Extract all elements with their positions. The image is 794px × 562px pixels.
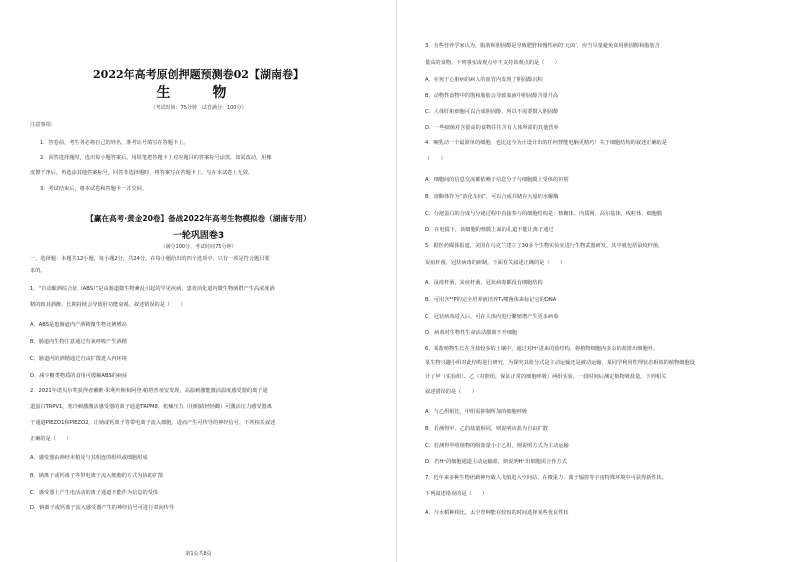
question-line: 量高的食物。下列事实或观点中不支持该观点的是（ ） bbox=[425, 60, 560, 66]
right-page bbox=[397, 0, 794, 562]
option-line: B．可用含³²P的完全培养液培养T₂噬菌体来标记它的DNA bbox=[425, 297, 557, 303]
notes-heading: 注意事项： bbox=[30, 122, 56, 128]
option-line: A．鼠疫杆菌，炭疽杆菌，冠状病毒都没有细胞结构 bbox=[425, 280, 543, 286]
question-line: 计了甲（实验组）、乙（对照组，保证正常的细胞呼吸）两组实验，一段时间后测定植物吸盐量。下列相关 bbox=[425, 374, 667, 380]
option-line: B．钠离子或钙离子等带电离子流入细胞的方式为协助扩散 bbox=[30, 473, 164, 479]
question-line: （ ） bbox=[425, 156, 446, 162]
question-line: 下列叙述错误的是（ ） bbox=[425, 491, 488, 497]
question-line: 3．有些营养学家认为，脂肪和胆固醇是导致肥胖和慢性病的‘元凶’，应当尽量避免食用胆固醇和脂肪含 bbox=[425, 43, 660, 49]
option-line: D．一些细菌对含量高的食物往往含有人体所需的其他营养 bbox=[425, 125, 559, 131]
option-line: C．若测得甲组植物的吸盐量小于乙组，则说明方式为主动运输 bbox=[425, 443, 569, 449]
option-line: D．病毒对生物性生命活动都离不开细胞 bbox=[425, 330, 518, 336]
question-line: 一、选择题：本题共12小题，每小题2分，共24分。在每小题给出的四个选项中，只有一项是符合题目要 bbox=[30, 256, 270, 262]
question-line: 4．哺乳动一个最简单的细胞，也比这今为止设计出的任何智能电脑更精巧！关于细胞结构的叙述正确的是 bbox=[425, 140, 667, 146]
option-line: C．冠状病毒进入后，可在人体内进行繁殖增产生更多病毒 bbox=[425, 314, 559, 320]
option-line: A．与乙组相比，甲组需抑制所加的细胞呼吸 bbox=[425, 409, 528, 415]
page-footer: 第1页共8页 bbox=[185, 551, 212, 557]
option-line: C．人体肝脏细胞可以合成胆固醇，所以不需要摄入胆固醇 bbox=[425, 109, 559, 115]
question-line: 5．据医药媒体报道，美国在乌克兰建立了30多个生物实验室进行生物武器研发，其中就包括鼠疫杆菌， bbox=[425, 243, 664, 249]
paper-subtitle: 一轮巩固卷3 bbox=[172, 231, 225, 241]
option-line: A．与水稻种相比，太空育种能在较短的时间选择某些优良性状 bbox=[425, 510, 569, 516]
option-line: A．在死于心脏病的病人的血管内发现了胆固醇沉积 bbox=[425, 77, 543, 83]
question-line: 子通道PIEZO1和PIEZO2，让钠或钙离子等带电离子流入细胞，进而产生可传导的神经信号。下列相关叙述 bbox=[30, 420, 276, 426]
exam-meta: （考试时间：75分钟 试卷满分：100分） bbox=[150, 105, 247, 111]
question-line: 7．近年来多种生物团载神舟载人飞船进入空间站，在微重力、离子辐射等宇宙特殊环境中可获得新性状。 bbox=[425, 475, 667, 481]
question-line: 某生物兴趣小组对此结构进行研究，为探究其盐分式是主动运输还是被动运输，某同学利用性理状态相似的植物细胞设 bbox=[425, 360, 695, 366]
option-line: A．ABS是患肠道内产酒精微生物比例增高 bbox=[30, 322, 127, 328]
question-line: 精的致其酒醉，长期持续会导致肝功能衰竭。叙述错误的是（ ） bbox=[30, 302, 186, 308]
option-line: C．感受器上产生电活动的离子通道不能作为信息的受体 bbox=[30, 490, 159, 496]
option-line: B．溶酶体作为“消化车间”，可以合成并储存大量的水解酶 bbox=[425, 194, 559, 200]
note-item: 2．回答选择题时，选出每小题答案后，用铅笔把答题卡上对应题目的答案标号涂黑。如需改动，用橡 bbox=[40, 155, 272, 161]
question-line: 正确的是（ ） bbox=[30, 436, 72, 442]
question-line: 求的。 bbox=[30, 268, 46, 274]
paper-meta: （满分100分，考试时间75分钟） bbox=[160, 244, 237, 250]
option-line: D．若H⁺的细胞通道主动运输盐，则说明H⁺出细胞需合作方式 bbox=[425, 459, 567, 465]
option-line: C．分泌蛋白的合成与分泌过程中直接参与的细胞结构是：核糖体、内质网、高尔基体、线粒体、细胞膜 bbox=[425, 211, 663, 217]
note-item: 皮擦干净后，再选涂其他答案标号。回答非选择题时，将答案写在答题卡上。写在本试卷上无效。 bbox=[30, 170, 254, 176]
question-line: 6．某盐植物生长在含盐较多的土壤中，通过对H⁺进来的盐结构，将植物细胞内多余的盐排出细胞外。 bbox=[425, 346, 659, 352]
option-line: A．细胞间的信息交流都依赖于信息分子与细胞膜上受体的识别 bbox=[425, 177, 569, 183]
option-line: B．肠道内生物注意通过有氧呼吸产生酒精 bbox=[30, 339, 127, 345]
question-line: 叙述错误的是（ ） bbox=[425, 389, 477, 395]
option-line: B．动物性食物中的饱和脂肪会导致血液中胆固醇含量升高 bbox=[425, 93, 559, 99]
promo-heading: 【赢在高考·黄金20卷】备战2022年高考生物模拟卷（湖南专用） bbox=[86, 214, 311, 223]
option-line: A．感受器由神经末梢及与其相连的组织或细胞组成 bbox=[30, 455, 148, 461]
note-item: 3．考试结束后，将本试卷和答题卡一并交回。 bbox=[40, 186, 148, 192]
question-line: 炭疽杆菌，冠状病毒的研制。下面有关叙述正确的是（ ） bbox=[425, 260, 566, 266]
question-line: 1．“自动酿酒综合征（ABS）”是由肠道微生物紊乱引起的罕见疾病，患者消化道内微生物菌群产生高浓度酒 bbox=[30, 286, 275, 292]
option-line: C．肠道内的酒精通过自由扩散进入内环境 bbox=[30, 356, 127, 362]
option-line: D．钠离子或钙离子流入感受器产生的神经信号可进行双向传导 bbox=[30, 505, 175, 511]
option-line: D．减少糖类物质的食用可缓解ABS的病症 bbox=[30, 373, 128, 379]
option-line: D．在电镜下，该细胞的核膜上面的孔道不能让离子通过 bbox=[425, 227, 554, 233]
note-item: 1．答卷前，考生务必将自己的姓名、准考证号填写在答题卡上。 bbox=[40, 140, 189, 146]
question-line: 2．2021年诺贝尔奖获得者戴维·朱利叶斯和阿登·帕塔普蒂安发现，高温刺激能激活温度感受器的离子通 bbox=[30, 388, 268, 394]
subject-title: 生 物 bbox=[156, 85, 241, 101]
option-line: B．若测得甲、乙的盐量相同，则说明该盐为自由扩散 bbox=[425, 426, 548, 432]
question-line: 道蛋白TRPV1，寒冷刺激激活感受器的离子通道TRPM8，机械压力（用眼睛轻轻戳）可激活压力感受器离 bbox=[30, 404, 272, 410]
page-title: 2022年高考原创押题预测卷02【湖南卷】 bbox=[93, 68, 304, 81]
